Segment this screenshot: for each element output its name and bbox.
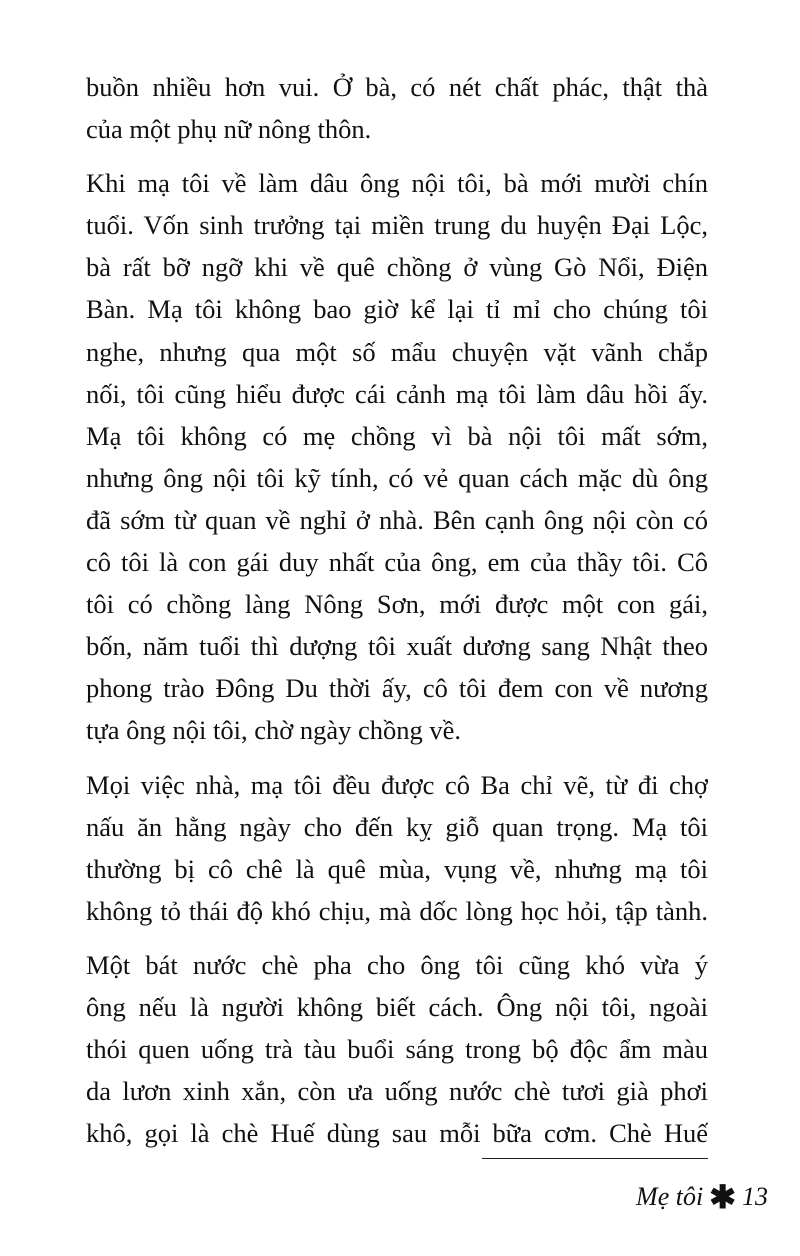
page-footer — [636, 1179, 768, 1215]
paragraph-1 — [86, 66, 708, 150]
body-text — [86, 66, 708, 1154]
text-line: tuổi. Vốn sinh trưởng tại miền trung du huyện Đại Lộc, — [86, 210, 708, 241]
page-number: 13 — [742, 1182, 768, 1211]
asterisk-icon: ✱ — [709, 1179, 736, 1215]
text-line: ông nếu là người không biết cách. Ông nội tôi, ngoài — [86, 991, 708, 1022]
text-line: da lươn xinh xắn, còn ưa uống nước chè tươi già phơi — [86, 1076, 708, 1107]
text-line: nhưng ông nội tôi kỹ tính, có vẻ quan cách mặc dù ông — [86, 462, 708, 493]
text-line: nấu ăn hằng ngày cho đến kỵ giỗ quan trọng. Mạ tôi — [86, 811, 708, 842]
text-line: cô tôi là con gái duy nhất của ông, em của thầy tôi. Cô — [86, 547, 708, 578]
paragraph-3 — [86, 764, 708, 932]
text-line: Một bát nước chè pha cho ông tôi cũng khó vừa ý — [86, 949, 708, 980]
running-title: Mẹ tôi — [636, 1182, 704, 1211]
text-line: thói quen uống trà tàu buổi sáng trong bộ độc ẩm màu — [86, 1034, 708, 1065]
text-line: nối, tôi cũng hiểu được cái cảnh mạ tôi làm dâu hồi ấy. — [86, 378, 708, 409]
text-line: tôi có chồng làng Nông Sơn, mới được một con gái, — [86, 589, 708, 620]
text-line: bà rất bỡ ngỡ khi về quê chồng ở vùng Gò Nổi, Điện — [86, 252, 708, 283]
paragraph-4 — [86, 944, 708, 1154]
footer-rule — [482, 1158, 708, 1159]
text-line: tựa ông nội tôi, chờ ngày chồng về. — [86, 715, 462, 746]
text-line: đã sớm từ quan về nghỉ ở nhà. Bên cạnh ông nội còn có — [86, 504, 708, 535]
text-line: Mạ tôi không có mẹ chồng vì bà nội tôi mất sớm, — [86, 420, 708, 451]
text-line: phong trào Đông Du thời ấy, cô tôi đem con về nương — [86, 673, 708, 704]
paragraph-2 — [86, 162, 708, 751]
text-line: khô, gọi là chè Huế dùng sau mỗi bữa cơm. Chè Huế — [86, 1118, 708, 1149]
text-line: buồn nhiều hơn vui. Ở bà, có nét chất phác, thật thà — [86, 72, 708, 102]
text-line: không tỏ thái độ khó chịu, mà dốc lòng học hỏi, tập tành. — [86, 895, 708, 926]
text-line: bốn, năm tuổi thì dượng tôi xuất dương sang Nhật theo — [86, 631, 708, 662]
text-line: của một phụ nữ nông thôn. — [86, 114, 372, 145]
text-line: thường bị cô chê là quê mùa, vụng về, nhưng mạ tôi — [86, 853, 708, 884]
text-line: nghe, nhưng qua một số mẩu chuyện vặt vãnh chắp — [86, 336, 708, 367]
text-line: Khi mạ tôi về làm dâu ông nội tôi, bà mới mười chín — [86, 168, 708, 199]
text-line: Mọi việc nhà, mạ tôi đều được cô Ba chỉ vẽ, từ đi chợ — [86, 769, 708, 800]
text-line: Bàn. Mạ tôi không bao giờ kể lại tỉ mỉ cho chúng tôi — [86, 294, 708, 325]
